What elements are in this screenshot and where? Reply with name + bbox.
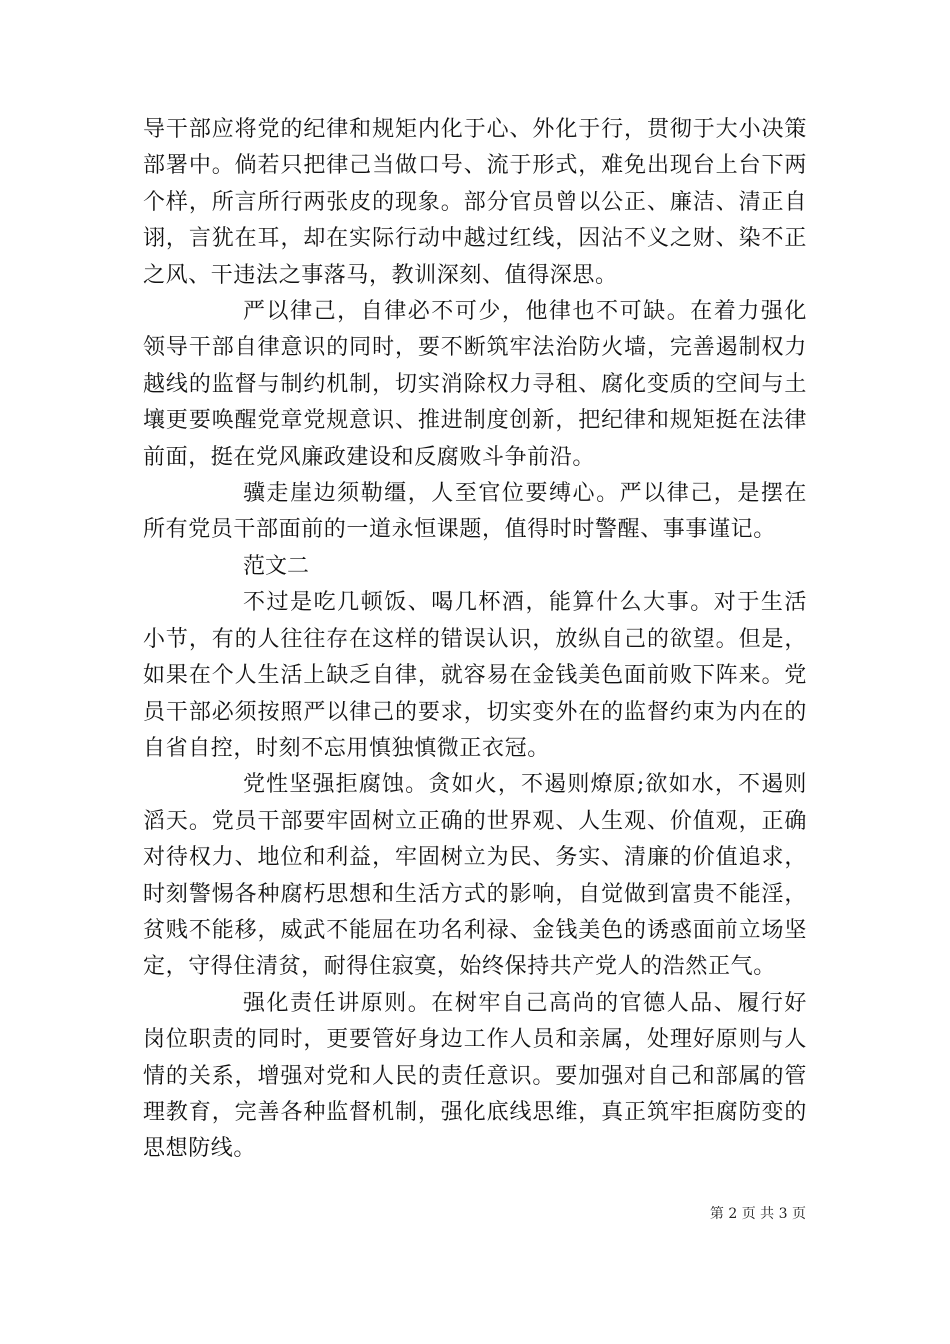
document-body xyxy=(143,112,807,1168)
page-number: 第 2 页 共 3 页 xyxy=(709,1206,806,1222)
paragraph: 党性坚强拒腐蚀。贪如火，不遏则燎原;欲如水，不遏则滔天。党员干部要牢固树立正确的世界观、人生观、价值观，正确对待权力、地位和利益，牢固树立为民、务实、清廉的价值追求，时刻警惕各种腐朽思想和生活方式的影响，自觉做到富贵不能淫，贫贱不能移，威武不能屈在功名利禄、金钱美色的诱惑面前立场坚定，守得住清贫，耐得住寂寞，始终保持共产党人的浩然正气。 xyxy=(143,772,807,980)
paragraph: 骥走崖边须勒缰，人至官位要缚心。严以律己，是摆在所有党员干部面前的一道永恒课题，值得时时警醒、事事谨记。 xyxy=(143,481,807,543)
paragraph-continued: 导干部应将党的纪律和规矩内化于心、外化于行，贯彻于大小决策部署中。倘若只把律己当做口号、流于形式，难免出现台上台下两个样，所言所行两张皮的现象。部分官员曾以公正、廉洁、清正自诩，言犹在耳，却在实际行动中越过红线，因沾不义之财、染不正之风、干违法之事落马，教训深刻、值得深思。 xyxy=(143,117,807,288)
paragraph: 严以律己，自律必不可少，他律也不可缺。在着力强化领导干部自律意识的同时，要不断筑牢法治防火墙，完善遏制权力越线的监督与制约机制，切实消除权力寻租、腐化变质的空间与土壤更要唤醒党章党规意识、推进制度创新，把纪律和规矩挺在法律前面，挺在党风廉政建设和反腐败斗争前沿。 xyxy=(143,299,807,470)
paragraph: 强化责任讲原则。在树牢自己高尚的官德人品、履行好岗位职责的同时，更要管好身边工作人员和亲属，处理好原则与人情的关系，增强对党和人民的责任意识。要加强对自己和部属的管理教育，完善各种监督机制，强化底线思维，真正筑牢拒腐防变的思想防线。 xyxy=(143,990,807,1162)
paragraph: 不过是吃几顿饭、喝几杯酒，能算什么大事。对于生活小节，有的人往往存在这样的错误认识，放纵自己的欲望。但是，如果在个人生活上缺乏自律，就容易在金钱美色面前败下阵来。党员干部必须按照严以律己的要求，切实变外在的监督约束为内在的自省自控，时刻不忘用慎独慎微正衣冠。 xyxy=(143,590,807,761)
section-heading: 范文二 xyxy=(243,553,310,579)
